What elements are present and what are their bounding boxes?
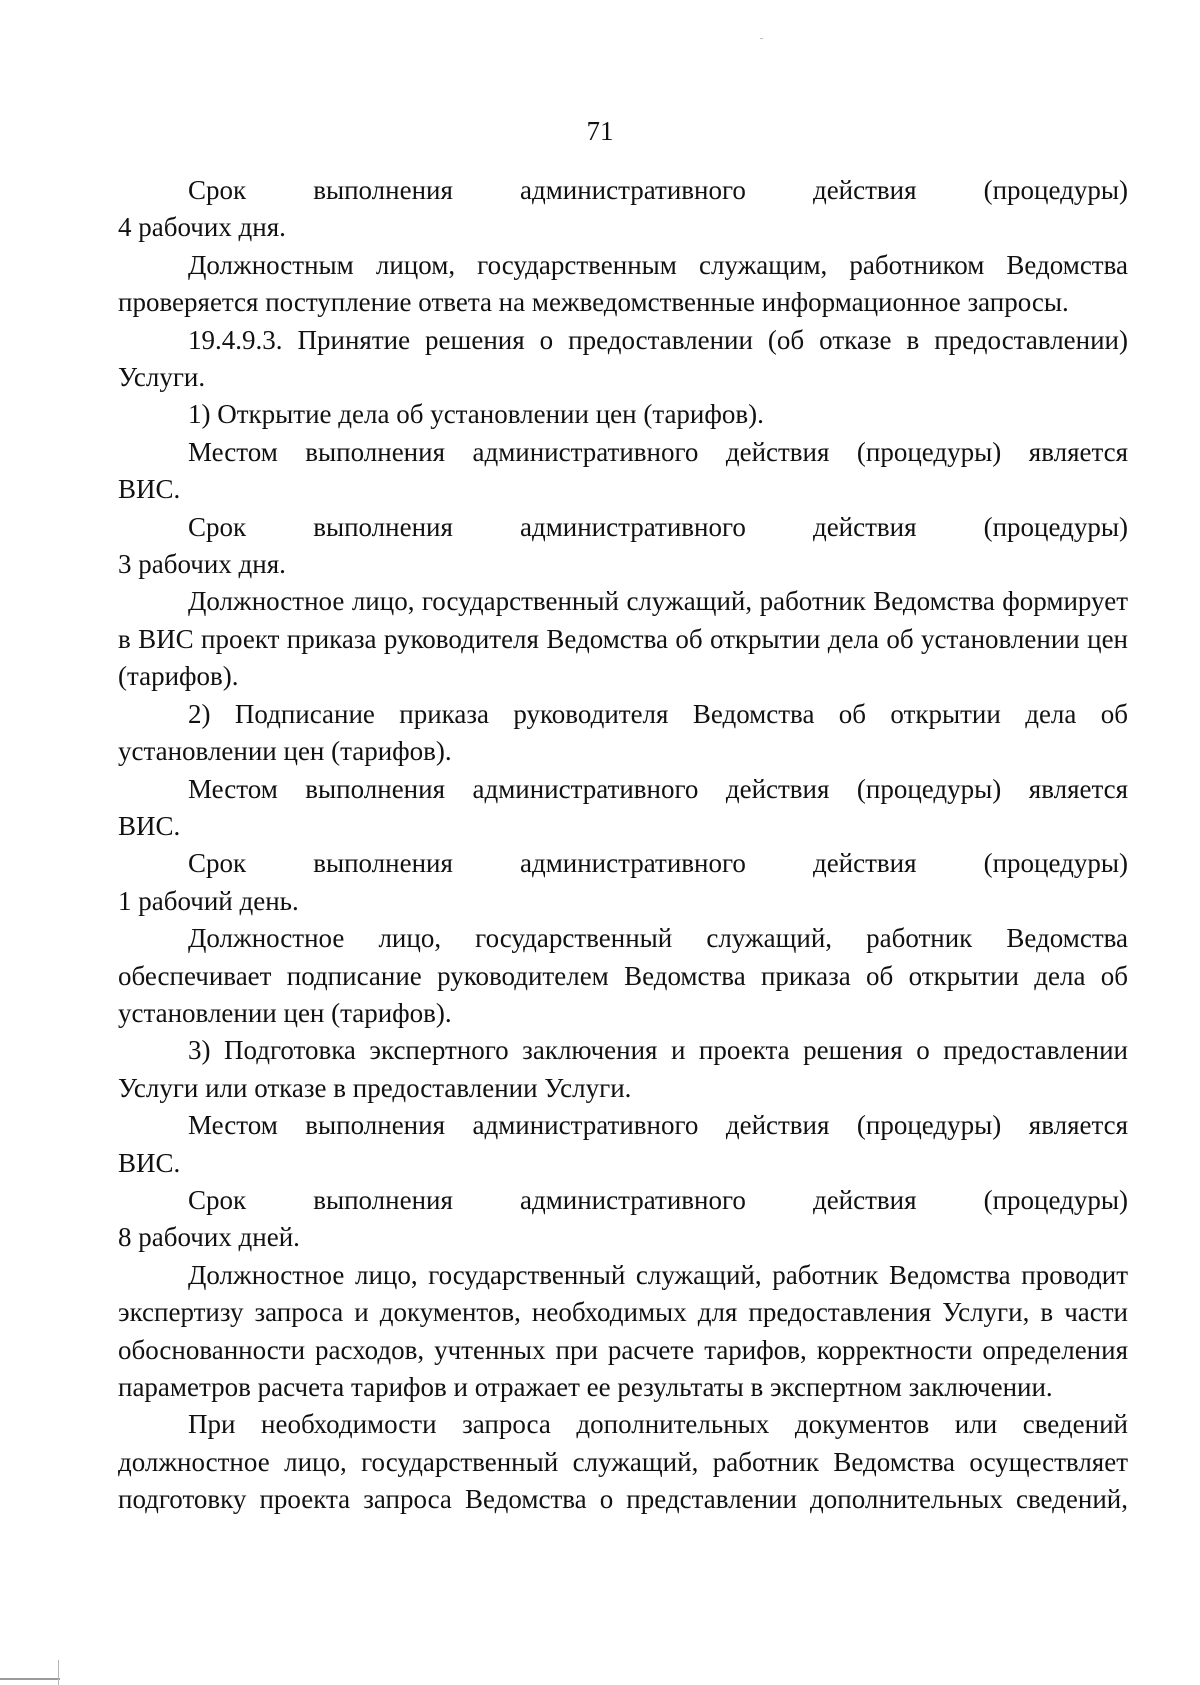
paragraph-continuation: ВИС. (118, 474, 181, 505)
paragraph: Срок выполнения административного действия (процедуры) (188, 848, 1128, 879)
paragraph-continuation: 4 рабочих дня. (118, 212, 286, 243)
paragraph: При необходимости запроса дополнительных документов или сведений должностное лицо, государственный служащий, работник Ведомства осуществляет подготовку проекта запроса Ведомства о представлении дополнительных сведений, (118, 1409, 1128, 1515)
page-number: 71 (586, 116, 614, 146)
paragraph-continuation: 1 рабочий день. (118, 885, 299, 916)
scan-artifact (760, 38, 763, 39)
paragraph: Должностным лицом, государственным служащим, работником Ведомства проверяется поступление ответа на межведомственные информационное запросы. (118, 249, 1128, 318)
paragraph: Срок выполнения административного действия (процедуры) (188, 511, 1128, 542)
paragraph: 3) Подготовка экспертного заключения и проекта решения о предоставлении Услуги или отказе в предоставлении Услуги. (118, 1035, 1128, 1103)
paragraph: Местом выполнения административного действия (процедуры) является (188, 1110, 1128, 1141)
paragraph: 2) Подписание приказа руководителя Ведомства об открытии дела об установлении цен (тарифов). (118, 698, 1128, 767)
paragraph-continuation: ВИС. (118, 810, 181, 841)
paragraph: Местом выполнения административного действия (процедуры) является (188, 436, 1128, 467)
paragraph: Срок выполнения административного действия (процедуры) (188, 1184, 1128, 1215)
paragraph: 1) Открытие дела об установлении цен (тарифов). (188, 399, 764, 430)
paragraph: Срок выполнения административного действия (процедуры) (188, 175, 1128, 205)
scan-artifact (0, 1678, 60, 1680)
paragraph: 19.4.9.3. Принятие решения о предоставлении (об отказе в предоставлении) Услуги. (118, 324, 1128, 393)
paragraph: Должностное лицо, государственный служащий, работник Ведомства формирует в ВИС проект приказа руководителя Ведомства об открытии дела об установлении цен (тарифов). (118, 586, 1128, 692)
paragraph: Местом выполнения административного действия (процедуры) является (188, 773, 1128, 804)
paragraph-continuation: ВИС. (118, 1147, 181, 1178)
paragraph: Должностное лицо, государственный служащий, работник Ведомства проводит экспертизу запроса и документов, необходимых для предоставления Услуги, в части обоснованности расходов, учтенных при расчете тарифов, корректности определения параметров расчета тарифов и отражает ее результаты в экспертном заключении. (118, 1259, 1128, 1402)
scan-artifact (58, 1660, 59, 1685)
paragraph: Должностное лицо, государственный служащий, работник Ведомства обеспечивает подписание руководителем Ведомства приказа об открытии дела об установлении цен (тарифов). (118, 923, 1128, 1028)
paragraph-continuation: 3 рабочих дня. (118, 549, 286, 580)
paragraph-continuation: 8 рабочих дней. (118, 1222, 300, 1253)
document-body (118, 172, 1128, 1519)
